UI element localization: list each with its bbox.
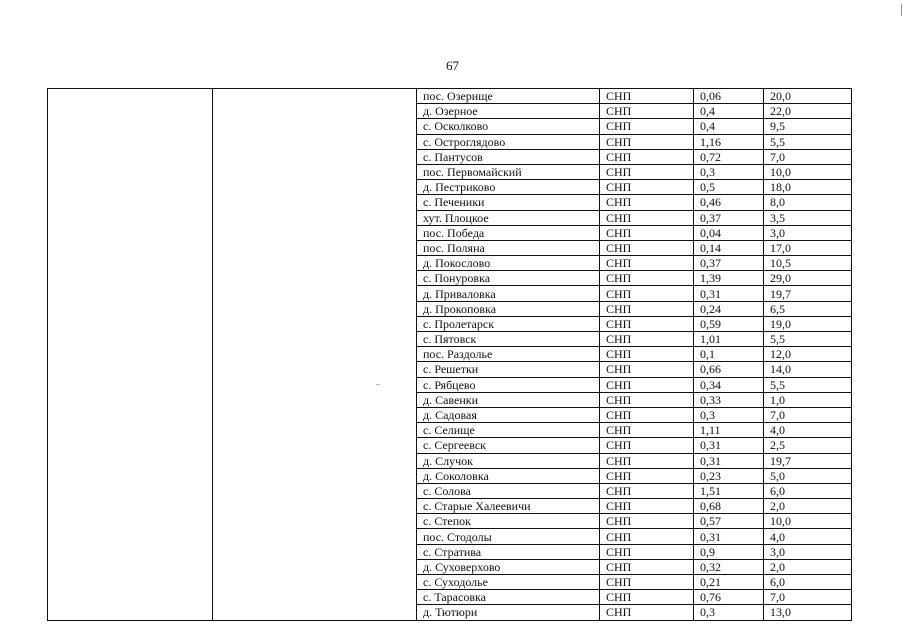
distance-value-cell: 29,0 — [764, 271, 852, 286]
distance-value-cell: 8,0 — [764, 195, 852, 210]
area-value-cell: 1,01 — [694, 332, 764, 347]
distance-value-cell: 6,5 — [764, 301, 852, 316]
settlement-type-cell: СНП — [600, 210, 694, 225]
distance-value-cell: 22,0 — [764, 104, 852, 119]
settlement-name-cell: д. Суховерхово — [417, 559, 600, 574]
distance-value-cell: 4,0 — [764, 423, 852, 438]
area-value-cell: 0,72 — [694, 149, 764, 164]
distance-value-cell: 2,0 — [764, 559, 852, 574]
settlement-type-cell: СНП — [600, 499, 694, 514]
distance-value-cell: 19,7 — [764, 286, 852, 301]
area-value-cell: 0,31 — [694, 438, 764, 453]
settlement-type-cell: СНП — [600, 438, 694, 453]
settlement-name-cell: хут. Плоцкое — [417, 210, 600, 225]
area-value-cell: 0,9 — [694, 544, 764, 559]
settlement-name-cell: с. Пятовск — [417, 332, 600, 347]
settlement-type-cell: СНП — [600, 271, 694, 286]
area-value-cell: 1,39 — [694, 271, 764, 286]
area-value-cell: 0,14 — [694, 240, 764, 255]
distance-value-cell: 10,0 — [764, 514, 852, 529]
area-value-cell: 0,32 — [694, 559, 764, 574]
distance-value-cell: 3,5 — [764, 210, 852, 225]
area-value-cell: 0,1 — [694, 347, 764, 362]
area-value-cell: 0,66 — [694, 362, 764, 377]
distance-value-cell: 5,0 — [764, 468, 852, 483]
settlement-type-cell: СНП — [600, 332, 694, 347]
settlement-type-cell: СНП — [600, 256, 694, 271]
settlement-type-cell: СНП — [600, 149, 694, 164]
area-value-cell: 1,11 — [694, 423, 764, 438]
settlement-type-cell: СНП — [600, 286, 694, 301]
settlement-name-cell: пос. Поляна — [417, 240, 600, 255]
distance-value-cell: 17,0 — [764, 240, 852, 255]
settlement-name-cell: с. Степок — [417, 514, 600, 529]
area-value-cell: 1,16 — [694, 134, 764, 149]
settlement-type-cell: СНП — [600, 529, 694, 544]
area-value-cell: 0,3 — [694, 605, 764, 620]
distance-value-cell: 13,0 — [764, 605, 852, 620]
settlement-type-cell: СНП — [600, 483, 694, 498]
area-value-cell: 0,31 — [694, 529, 764, 544]
edge-mark — [901, 4, 902, 16]
area-value-cell: 0,59 — [694, 316, 764, 331]
distance-value-cell: 10,0 — [764, 164, 852, 179]
distance-value-cell: 7,0 — [764, 149, 852, 164]
area-value-cell: 0,68 — [694, 499, 764, 514]
settlement-name-cell: с. Рябцево — [417, 377, 600, 392]
settlement-type-cell: СНП — [600, 590, 694, 605]
settlement-type-cell: СНП — [600, 605, 694, 620]
settlement-type-cell: СНП — [600, 347, 694, 362]
settlement-name-cell: с. Пролетарск — [417, 316, 600, 331]
settlements-table — [47, 88, 852, 621]
settlement-name-cell: с. Остроглядово — [417, 134, 600, 149]
distance-value-cell: 4,0 — [764, 529, 852, 544]
area-value-cell: 0,76 — [694, 590, 764, 605]
area-value-cell: 1,51 — [694, 483, 764, 498]
distance-value-cell: 1,0 — [764, 392, 852, 407]
distance-value-cell: 6,0 — [764, 575, 852, 590]
settlement-name-cell: д. Случок — [417, 453, 600, 468]
settlement-name-cell: с. Печеники — [417, 195, 600, 210]
settlement-type-cell: СНП — [600, 301, 694, 316]
distance-value-cell: 5,5 — [764, 377, 852, 392]
settlement-name-cell: пос. Раздолье — [417, 347, 600, 362]
area-value-cell: 0,21 — [694, 575, 764, 590]
distance-value-cell: 14,0 — [764, 362, 852, 377]
area-value-cell: 0,4 — [694, 104, 764, 119]
settlement-name-cell: д. Тютюри — [417, 605, 600, 620]
distance-value-cell: 10,5 — [764, 256, 852, 271]
area-value-cell: 0,24 — [694, 301, 764, 316]
settlement-type-cell: СНП — [600, 407, 694, 422]
area-value-cell: 0,3 — [694, 164, 764, 179]
settlement-name-cell: с. Селище — [417, 423, 600, 438]
settlement-type-cell: СНП — [600, 240, 694, 255]
settlement-name-cell: с. Стратива — [417, 544, 600, 559]
settlement-name-cell: с. Сергеевск — [417, 438, 600, 453]
settlement-name-cell: с. Солова — [417, 483, 600, 498]
settlement-type-cell: СНП — [600, 392, 694, 407]
page-number: 67 — [446, 58, 459, 73]
area-value-cell: 0,37 — [694, 210, 764, 225]
settlement-name-cell: пос. Победа — [417, 225, 600, 240]
settlement-type-cell: СНП — [600, 453, 694, 468]
area-value-cell: 0,5 — [694, 180, 764, 195]
settlement-type-cell: СНП — [600, 559, 694, 574]
settlement-name-cell: с. Тарасовка — [417, 590, 600, 605]
area-value-cell: 0,4 — [694, 119, 764, 134]
settlement-type-cell: СНП — [600, 377, 694, 392]
settlement-type-cell: СНП — [600, 164, 694, 179]
settlement-type-cell: СНП — [600, 225, 694, 240]
settlement-type-cell: СНП — [600, 89, 694, 104]
area-value-cell: 0,33 — [694, 392, 764, 407]
settlement-name-cell: д. Прокоповка — [417, 301, 600, 316]
distance-value-cell: 5,5 — [764, 332, 852, 347]
settlement-type-cell: СНП — [600, 119, 694, 134]
distance-value-cell: 3,0 — [764, 544, 852, 559]
table-row — [48, 89, 852, 104]
settlement-type-cell: СНП — [600, 362, 694, 377]
settlement-type-cell: СНП — [600, 575, 694, 590]
settlement-name-cell: с. Осколково — [417, 119, 600, 134]
settlement-name-cell: д. Покослово — [417, 256, 600, 271]
settlement-type-cell: СНП — [600, 544, 694, 559]
region-cell — [48, 89, 213, 621]
settlement-name-cell: пос. Первомайский — [417, 164, 600, 179]
distance-value-cell: 18,0 — [764, 180, 852, 195]
settlement-name-cell: д. Садовая — [417, 407, 600, 422]
settlement-name-cell: с. Пантусов — [417, 149, 600, 164]
settlement-name-cell: д. Пестриково — [417, 180, 600, 195]
distance-value-cell: 19,0 — [764, 316, 852, 331]
area-value-cell: 0,31 — [694, 286, 764, 301]
distance-value-cell: 7,0 — [764, 590, 852, 605]
area-value-cell: 0,46 — [694, 195, 764, 210]
settlement-type-cell: СНП — [600, 423, 694, 438]
area-value-cell: 0,06 — [694, 89, 764, 104]
area-value-cell: 0,37 — [694, 256, 764, 271]
district-cell — [213, 89, 417, 621]
distance-value-cell: 2,5 — [764, 438, 852, 453]
distance-value-cell: 20,0 — [764, 89, 852, 104]
settlement-type-cell: СНП — [600, 104, 694, 119]
area-value-cell: 0,31 — [694, 453, 764, 468]
distance-value-cell: 7,0 — [764, 407, 852, 422]
area-value-cell: 0,57 — [694, 514, 764, 529]
settlement-type-cell: СНП — [600, 180, 694, 195]
area-value-cell: 0,04 — [694, 225, 764, 240]
settlement-name-cell: д. Соколовка — [417, 468, 600, 483]
distance-value-cell: 19,7 — [764, 453, 852, 468]
settlement-name-cell: пос. Озерище — [417, 89, 600, 104]
settlement-type-cell: СНП — [600, 134, 694, 149]
distance-value-cell: 12,0 — [764, 347, 852, 362]
distance-value-cell: 3,0 — [764, 225, 852, 240]
settlement-name-cell: с. Суходолье — [417, 575, 600, 590]
area-value-cell: 0,34 — [694, 377, 764, 392]
area-value-cell: 0,3 — [694, 407, 764, 422]
distance-value-cell: 9,5 — [764, 119, 852, 134]
distance-value-cell: 6,0 — [764, 483, 852, 498]
distance-value-cell: 5,5 — [764, 134, 852, 149]
settlement-name-cell: д. Савенки — [417, 392, 600, 407]
settlement-name-cell: пос. Стодолы — [417, 529, 600, 544]
settlement-type-cell: СНП — [600, 514, 694, 529]
settlement-name-cell: с. Решетки — [417, 362, 600, 377]
settlement-type-cell: СНП — [600, 468, 694, 483]
table-body — [48, 89, 852, 621]
area-value-cell: 0,23 — [694, 468, 764, 483]
distance-value-cell: 2,0 — [764, 499, 852, 514]
settlement-name-cell: д. Приваловка — [417, 286, 600, 301]
settlement-name-cell: с. Понуровка — [417, 271, 600, 286]
settlement-type-cell: СНП — [600, 195, 694, 210]
settlement-type-cell: СНП — [600, 316, 694, 331]
settlement-name-cell: д. Озерное — [417, 104, 600, 119]
settlement-name-cell: с. Старые Халеевичи — [417, 499, 600, 514]
